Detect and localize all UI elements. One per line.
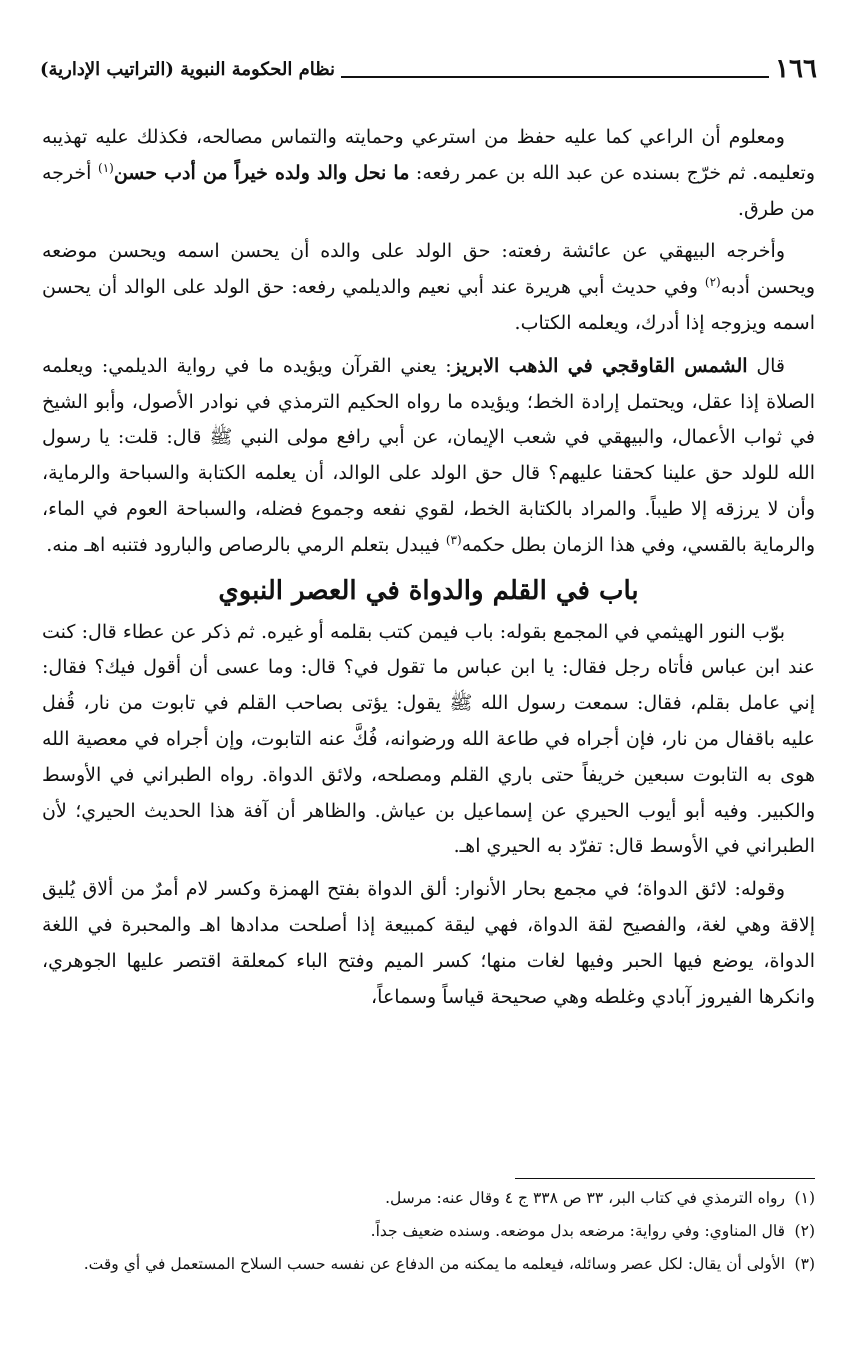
paragraph-1 (42, 120, 815, 227)
paragraph-3 (42, 349, 815, 564)
paragraph-1-text: ومعلوم أن الراعي كما عليه حفظ من استرعي وحمايته والتماس مصالحه، فكذلك عليه تهذيبه وتعليمه. ثم خرّج بسنده عن عبد الله بن عمر رفعه: (42, 126, 815, 184)
hadith-quote: ما نحل والد ولده خيراً من أدب حسن (113, 161, 410, 184)
footnote-ref-1: (١) (98, 160, 114, 175)
main-text (42, 120, 815, 1022)
running-header (40, 50, 817, 84)
footnote-separator (515, 1178, 815, 1179)
footnote-text: قال المناوي: وفي رواية: مرضعه بدل موضعه. وسنده ضعيف جداً. (370, 1222, 785, 1240)
footnote-1 (42, 1184, 815, 1213)
paragraph-3-tail: فيبدل بتعلم الرمي بالرصاص والبارود فتنبه اهـ منه. (46, 533, 446, 556)
footnote-number: (٢) (794, 1222, 815, 1240)
paragraph-4: بوّب النور الهيثمي في المجمع بقوله: باب فيمن كتب بقلمه أو غيره. ثم ذكر عن عطاء قال: كنت عند ابن عباس فأتاه رجل فقال: يا ابن عباس ما تقول في؟ قال: وما عسى أن أقول فيك؟ فقال: إني عامل بقلم، فقال: سمعت رسول الله ﷺ يقول: يؤتى بصاحب القلم في تابوت من نار، قُفل عليه باقفال من نار، فإن أجراه في طاعة الله ورضوانه، فُكَّ عنه التابوت، وإن أجراه في معصية الله هوى به التابوت سبعين خريفاً حتى باري القلم ومصلحه، ولائق الدواة. رواه الطبراني في الأوسط والكبير. وفيه أبو أيوب الحيري عن إسماعيل بن عياش. والظاهر أن آفة هذا الحديث الحيري؛ لأن الطبراني في الأوسط قال: تفرّد به الحيري اهـ. (42, 620, 815, 858)
footnote-ref-2: (٢) (704, 275, 721, 290)
paragraph-1-tail: أخرجه من طرق. (42, 161, 815, 220)
footnote-2 (42, 1217, 815, 1246)
section-heading: باب في القلم والدواة في العصر النبوي (218, 575, 639, 606)
footnote-number: (١) (794, 1189, 815, 1207)
footnote-3 (42, 1250, 815, 1279)
paragraph-3-lead: قال (747, 354, 785, 377)
running-title: نظام الحكومة النبوية (التراتيب الإدارية) (40, 59, 336, 80)
paragraph-2-tail: وفي حديث أبي هريرة عند أبي نعيم والديلمي رفعه: حق الولد على الوالد أن يحسن اسمه ويزوجه إذا أدرك، ويعلمه الكتاب. (42, 276, 815, 334)
paragraph-5: وقوله: لائق الدواة؛ في مجمع بحار الأنوار: ألق الدواة بفتح الهمزة وكسر لام أمرٌ من ألاق يُليق إلاقة وهي لغة، والفصيح لقة الدواة، فهي ليقة كمبيعة إذا أصلحت مدادها اهـ والمحبرة في اللغة الدواة، يوضع فيها الحبر وفيها لغات منها؛ كسر الميم وفتح الباء كمعلقة اقتصر عليها الجوهري، وانكرها الفيروز آبادي وغلطه وهي صحيحة قياساً وسماعاً، (42, 878, 815, 1008)
footnotes (42, 1184, 815, 1283)
paragraph-2 (42, 234, 815, 341)
footnote-text: الأولى أن يقال: لكل عصر وسائله، فيعلمه ما يمكنه من الدفاع عن نفسه حسب السلاح المستعمل في أي وقت. (83, 1255, 785, 1273)
page-number: ١٦٦ (775, 54, 817, 84)
cited-source: الشمس القاوقجي في الذهب الابريز (451, 354, 748, 377)
header-rule (341, 76, 769, 78)
paragraph-2-text: وأخرجه البيهقي عن عائشة رفعته: حق الولد على والده أن يحسن اسمه ويحسن موضعه ويحسن أدبه (42, 240, 815, 299)
footnote-ref-3: (٣) (445, 532, 462, 547)
footnote-number: (٣) (794, 1255, 815, 1273)
footnote-text: رواه الترمذي في كتاب البر، ٣٣ ص ٣٣٨ ج ٤ وقال عنه: مرسل. (385, 1189, 785, 1207)
paragraph-3-text: : يعني القرآن ويؤيده ما في رواية الديلمي: ويعلمه الصلاة إذا عقل، ويحتمل إرادة الخط؛ ويؤيده ما رواه الحكيم الترمذي في نوادر الأصول، وأبو الشيخ في ثواب الأعمال، والبيهقي في شعب الإيمان، عن أبي رافع مولى النبي ﷺ قال: قلت: يا رسول الله للولد حق علينا كحقنا عليهم؟ قال حق الولد على الوالد، أن يعلمه الكتابة والسباحة والرماية، وأن لا يرزقه إلا طيباً. والمراد بالكتابة الخط، لقوي نفعه وجموع فضله، والسباحة العوم في الماء، والرماية بالقسي، وفي هذا الزمان بطل حكمه (42, 354, 815, 556)
